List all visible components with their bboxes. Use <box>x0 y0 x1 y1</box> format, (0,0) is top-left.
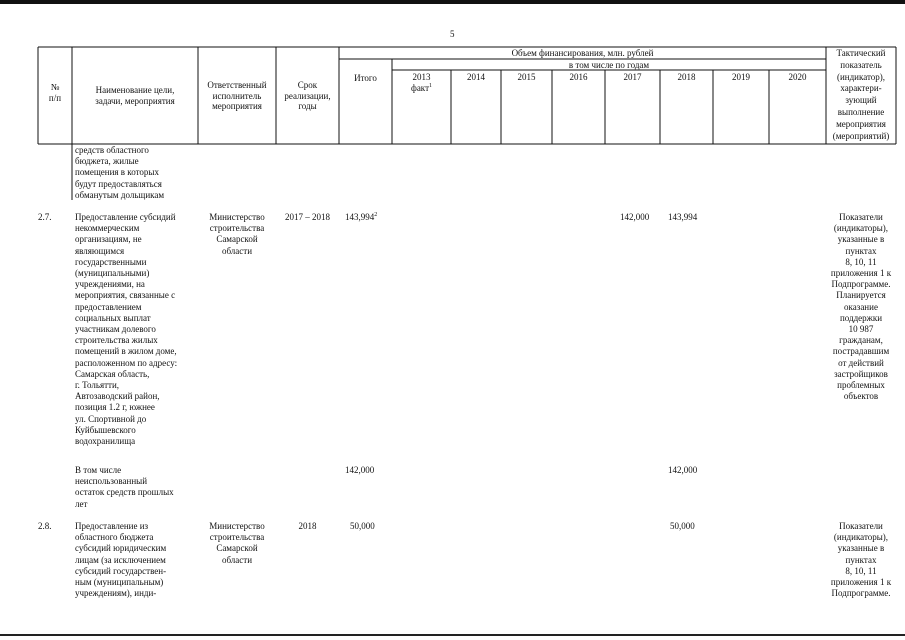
header-term: Срок реализации, годы <box>284 80 331 111</box>
header-num: № п/п <box>48 82 62 103</box>
row-2-8-total: 50,000 <box>350 521 375 531</box>
row-continuation-text: средств областного бюджета, жилые помещения в которых будут предоставляться обманутым дольщикам <box>75 145 165 200</box>
header-financing: Объем финансирования, млн. рублей <box>511 48 654 58</box>
row-2-8-executor: Министерство строительства Самарской области <box>209 521 265 565</box>
header-total: Итого <box>354 73 377 83</box>
row-2-7-executor: Министерство строительства Самарской области <box>209 212 265 256</box>
header-year-2020: 2020 <box>788 72 807 82</box>
header-year-2017: 2017 <box>623 72 642 82</box>
row-2-7-total: 143,994$^2$ <box>345 212 378 222</box>
bottom-border <box>0 634 905 636</box>
row-sub-y2018: 142,000 <box>668 465 698 475</box>
header-executor: Ответственный исполнитель мероприятия <box>207 80 267 111</box>
row-2-7-name: Предоставление субсидий некоммерческим организациям, не являющимся государственными (муниципальными) учреждениями, на мероприятия, связанные с предоставлением социальных выплат участникам долевого строительства жилых помещений в жилом доме, расположенном по адресу: Самарская область, г. Тольятти, Автозаводский район, позиция 1.2 г, южнее ул. Спортивной до Куйбышевского водохранилища <box>75 212 178 447</box>
row-2-7-num: 2.7. <box>38 212 52 222</box>
row-sub-total: 142,000 <box>345 465 375 475</box>
header-year-2013: 2013 факт$^1$ <box>410 72 432 93</box>
page-number: 5 <box>450 29 455 39</box>
row-2-8-y2018: 50,000 <box>670 521 695 531</box>
row-2-8-term: 2018 <box>298 521 317 531</box>
row-2-7-term: 2017 – 2018 <box>285 212 330 222</box>
header-indicator: Тактический показатель (индикатор), характери- зующий выполнение мероприятия (мероприятий) <box>832 48 890 141</box>
header-year-2019: 2019 <box>732 72 750 82</box>
header-by-years: в том числе по годам <box>568 60 650 70</box>
row-sub-name: В том числе неиспользованный остаток средств прошлых лет <box>75 465 174 509</box>
header-name: Наименование цели, задачи, мероприятия <box>95 85 175 106</box>
row-2-7-y2017: 142,000 <box>620 212 650 222</box>
row-2-8-name: Предоставление из областного бюджета субсидий юридическим лицам (за исключением субсидий государствен- ным (муниципальным) учреждениям), инди- <box>75 521 167 599</box>
row-2-8-num: 2.8. <box>38 521 52 531</box>
header-year-2015: 2015 <box>517 72 536 82</box>
header-year-2018: 2018 <box>677 72 696 82</box>
row-2-7-y2018: 143,994 <box>668 212 698 222</box>
header-year-2014: 2014 <box>467 72 485 82</box>
row-2-8-indicator: Показатели (индикаторы), указанные в пунктах 8, 10, 11 приложения 1 к Подпрограмме. <box>830 521 892 599</box>
row-2-7-indicator: Показатели (индикаторы), указанные в пунктах 8, 10, 11 приложения 1 к Подпрограмме. Планируется оказание поддержки 10 987 гражданам, пострадавшим от действий застройщиков проблемных объектов <box>830 212 892 402</box>
header-year-2016: 2016 <box>569 72 588 82</box>
